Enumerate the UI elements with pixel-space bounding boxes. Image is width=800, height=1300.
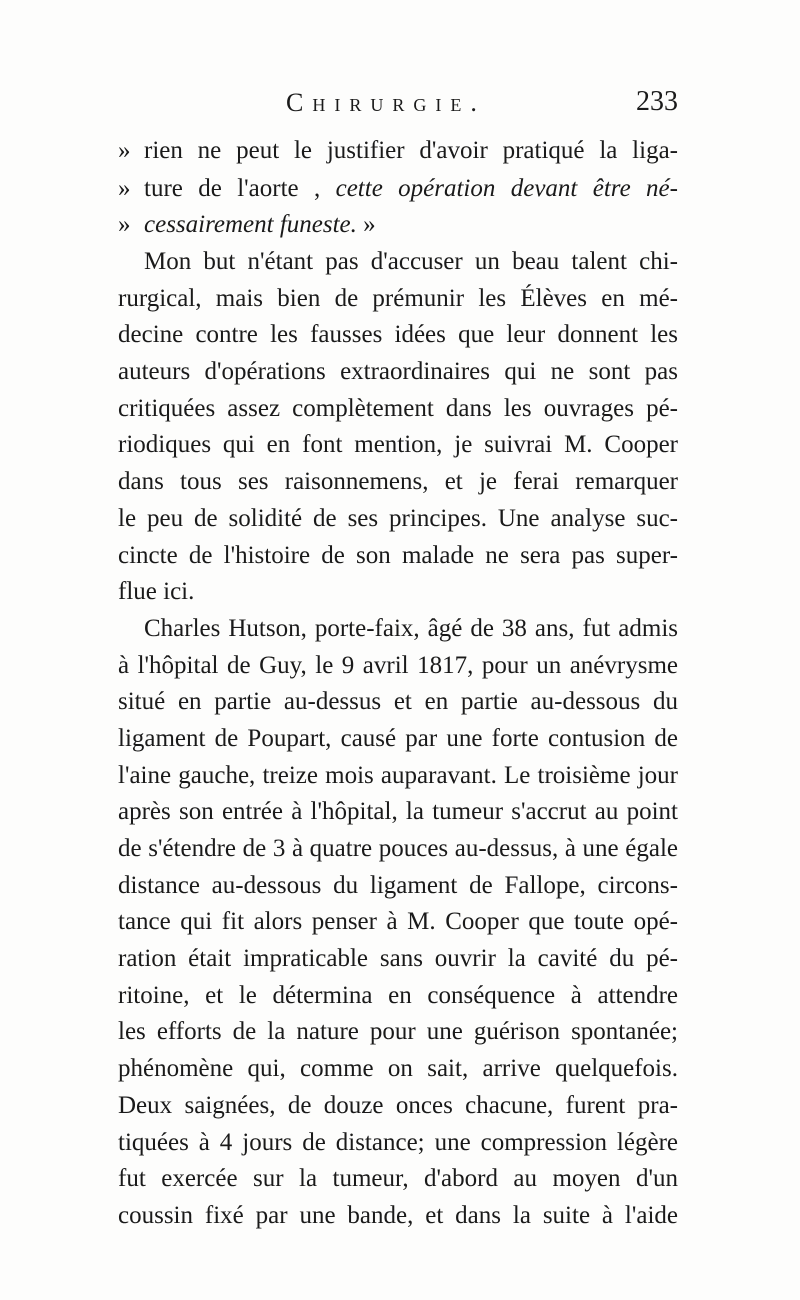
text-line: le peu de solidité de ses principes. Une analyse suc- bbox=[118, 505, 678, 532]
text-line: les efforts de la nature pour une guérison spontanée; bbox=[118, 1018, 678, 1045]
text-line: fut exercée sur la tumeur, d'abord au moyen d'un bbox=[118, 1165, 678, 1192]
text-line: rurgical, mais bien de prémunir les Élèves en mé- bbox=[118, 285, 678, 312]
text-line: situé en partie au-dessus et en partie au-dessous du bbox=[118, 688, 678, 715]
page-header bbox=[118, 88, 678, 128]
text-line: l'aine gauche, treize mois auparavant. Le troisième jour bbox=[118, 762, 678, 789]
text-line: decine contre les fausses idées que leur donnent les bbox=[118, 321, 678, 348]
text-line: distance au-dessous du ligament de Fallope, circons- bbox=[118, 872, 678, 899]
text-line: auteurs d'opérations extraordinaires qui ne sont pas bbox=[118, 358, 678, 385]
text-line bbox=[118, 170, 678, 208]
running-title: Chirurgie. bbox=[286, 88, 486, 117]
text-line: ritoine, et le détermina en conséquence à attendre bbox=[118, 982, 678, 1009]
text-line: ligament de Poupart, causé par une forte contusion de bbox=[118, 725, 678, 752]
text-line: cincte de l'histoire de son malade ne sera pas super- bbox=[118, 542, 678, 569]
page-number: 233 bbox=[636, 86, 678, 117]
text-line: de s'étendre de 3 à quatre pouces au-dessus, à une égale bbox=[118, 835, 678, 862]
quote-mark: » bbox=[118, 175, 131, 202]
text-line: Charles Hutson, porte-faix, âgé de 38 ans, fut admis bbox=[144, 615, 678, 642]
text-line: tiquées à 4 jours de distance; une compression légère bbox=[118, 1129, 678, 1156]
italic-text: cessairement funeste. bbox=[144, 211, 357, 238]
text-line: riodiques qui en font mention, je suivrai M. Cooper bbox=[118, 431, 678, 458]
text-line: ration était impraticable sans ouvrir la cavité du pé- bbox=[118, 945, 678, 972]
text-line: critiquées assez complètement dans les ouvrages pé- bbox=[118, 395, 678, 422]
text-line: flue ici. bbox=[118, 578, 195, 605]
text-line: dans tous ses raisonnemens, et je ferai remarquer bbox=[118, 468, 678, 495]
quote-mark: » bbox=[118, 211, 131, 238]
text-line bbox=[118, 132, 678, 170]
quote-mark: » bbox=[118, 137, 131, 164]
text-line: phénomène qui, comme on sait, arrive quelquefois. bbox=[118, 1055, 678, 1082]
text-line: tance qui fit alors penser à M. Cooper que toute opé- bbox=[118, 908, 678, 935]
line-text: rien ne peut le justifier d'avoir pratiqué la liga- bbox=[144, 137, 678, 164]
text-line: coussin fixé par une bande, et dans la suite à l'aide bbox=[118, 1202, 678, 1229]
text-line: à l'hôpital de Guy, le 9 avril 1817, pour un anévrysme bbox=[118, 652, 678, 679]
line-text: ture de l'aorte , bbox=[144, 175, 336, 202]
text-line: Mon but n'étant pas d'accuser un beau talent chi- bbox=[144, 248, 678, 275]
italic-text: cette opération devant être né- bbox=[335, 175, 678, 202]
text-line: Deux saignées, de douze onces chacune, furent pra- bbox=[118, 1092, 678, 1119]
text-line: après son entrée à l'hôpital, la tumeur s'accrut au point bbox=[118, 798, 678, 825]
text-line bbox=[118, 206, 678, 244]
close-quote-mark: » bbox=[356, 211, 376, 238]
